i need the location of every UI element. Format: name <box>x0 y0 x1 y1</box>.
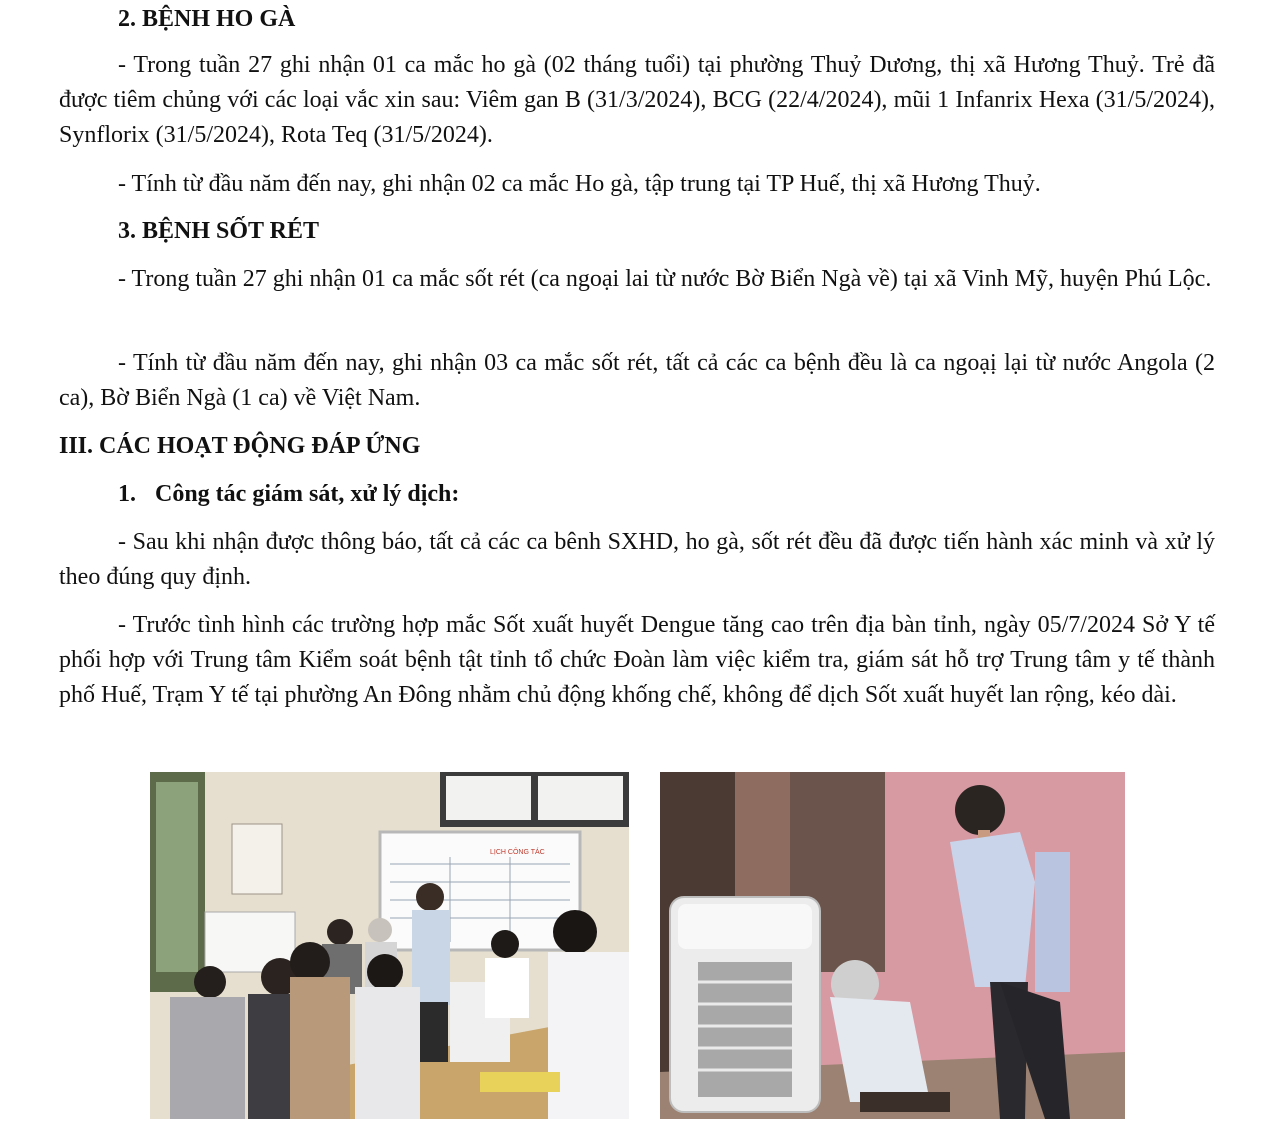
section-iii-heading-wrap <box>59 429 1215 463</box>
section-3-para-1: - Trong tuần 27 ghi nhận 01 ca mắc sốt rét (ca ngoại lai từ nước Bờ Biển Ngà về) tại xã Vinh Mỹ, huyện Phú Lộc. <box>118 266 1212 292</box>
inspection-photo <box>660 772 1125 1119</box>
section-3-heading: 3. BỆNH SỐT RÉT <box>118 218 319 244</box>
section-2-heading: 2. BỆNH HO GÀ <box>118 6 296 32</box>
section-2 <box>59 2 1215 36</box>
subsection-1-number: 1. <box>118 481 136 507</box>
section-iii-heading: III. CÁC HOẠT ĐỘNG ĐÁP ỨNG <box>59 433 421 459</box>
section-2-para-2: - Tính từ đầu năm đến nay, ghi nhận 02 ca mắc Ho gà, tập trung tại TP Huế, thị xã Hương Thuỷ. <box>118 171 1041 197</box>
whiteboard-title: LỊCH CÔNG TÁC <box>490 849 545 856</box>
meeting-photo-illustration <box>150 772 629 1119</box>
section-iii-para-2-wrap <box>59 608 1215 713</box>
subsection-1-heading <box>59 477 1215 511</box>
subsection-1-title: Công tác giám sát, xử lý dịch: <box>155 481 460 507</box>
section-2-para-1: - Trong tuần 27 ghi nhận 01 ca mắc ho gà (02 tháng tuổi) tại phường Thuỷ Dương, thị xã Hương Thuỷ. Trẻ đã được tiêm chủng với các loại vắc xin sau: Viêm gan B (31/3/2024), BCG (22/4/2024), mũi 1 Infanrix Hexa (31/5/2024), Synflorix (31/5/2024), Rota Teq (31/5/2024). <box>59 52 1215 148</box>
section-2-para-1-wrap <box>59 48 1215 153</box>
section-2-para-2-wrap <box>59 167 1215 202</box>
section-3-heading-wrap <box>59 214 1215 248</box>
section-iii-para-1: - Sau khi nhận được thông báo, tất cả các ca bênh SXHD, ho gà, sốt rét đều đã được tiến hành xác minh và xử lý theo đúng quy định. <box>59 529 1215 590</box>
section-iii-para-1-wrap <box>59 525 1215 595</box>
subsection-1-heading-wrap <box>59 477 1215 511</box>
section-iii-para-2: - Trước tình hình các trường hợp mắc Sốt xuất huyết Dengue tăng cao trên địa bàn tỉnh, ngày 05/7/2024 Sở Y tế phối hợp với Trung tâm Kiểm soát bệnh tật tỉnh tổ chức Đoàn làm việc kiểm tra, giám sát hỗ trợ Trung tâm y tế thành phố Huế, Trạm Y tế tại phường An Đông nhằm chủ động khống chế, không để dịch Sốt xuất huyết lan rộng, kéo dài. <box>59 612 1215 708</box>
meeting-photo <box>150 772 629 1119</box>
section-3-para-2: - Tính từ đầu năm đến nay, ghi nhận 03 ca mắc sốt rét, tất cả các ca bệnh đều là ca ngoạị lại từ nước Angola (2 ca), Bờ Biển Ngà (1 ca) về Việt Nam. <box>59 350 1215 411</box>
section-3-para-2-wrap <box>59 346 1215 416</box>
inspection-photo-illustration <box>660 772 1125 1119</box>
section-3-para-1-wrap <box>59 262 1215 297</box>
